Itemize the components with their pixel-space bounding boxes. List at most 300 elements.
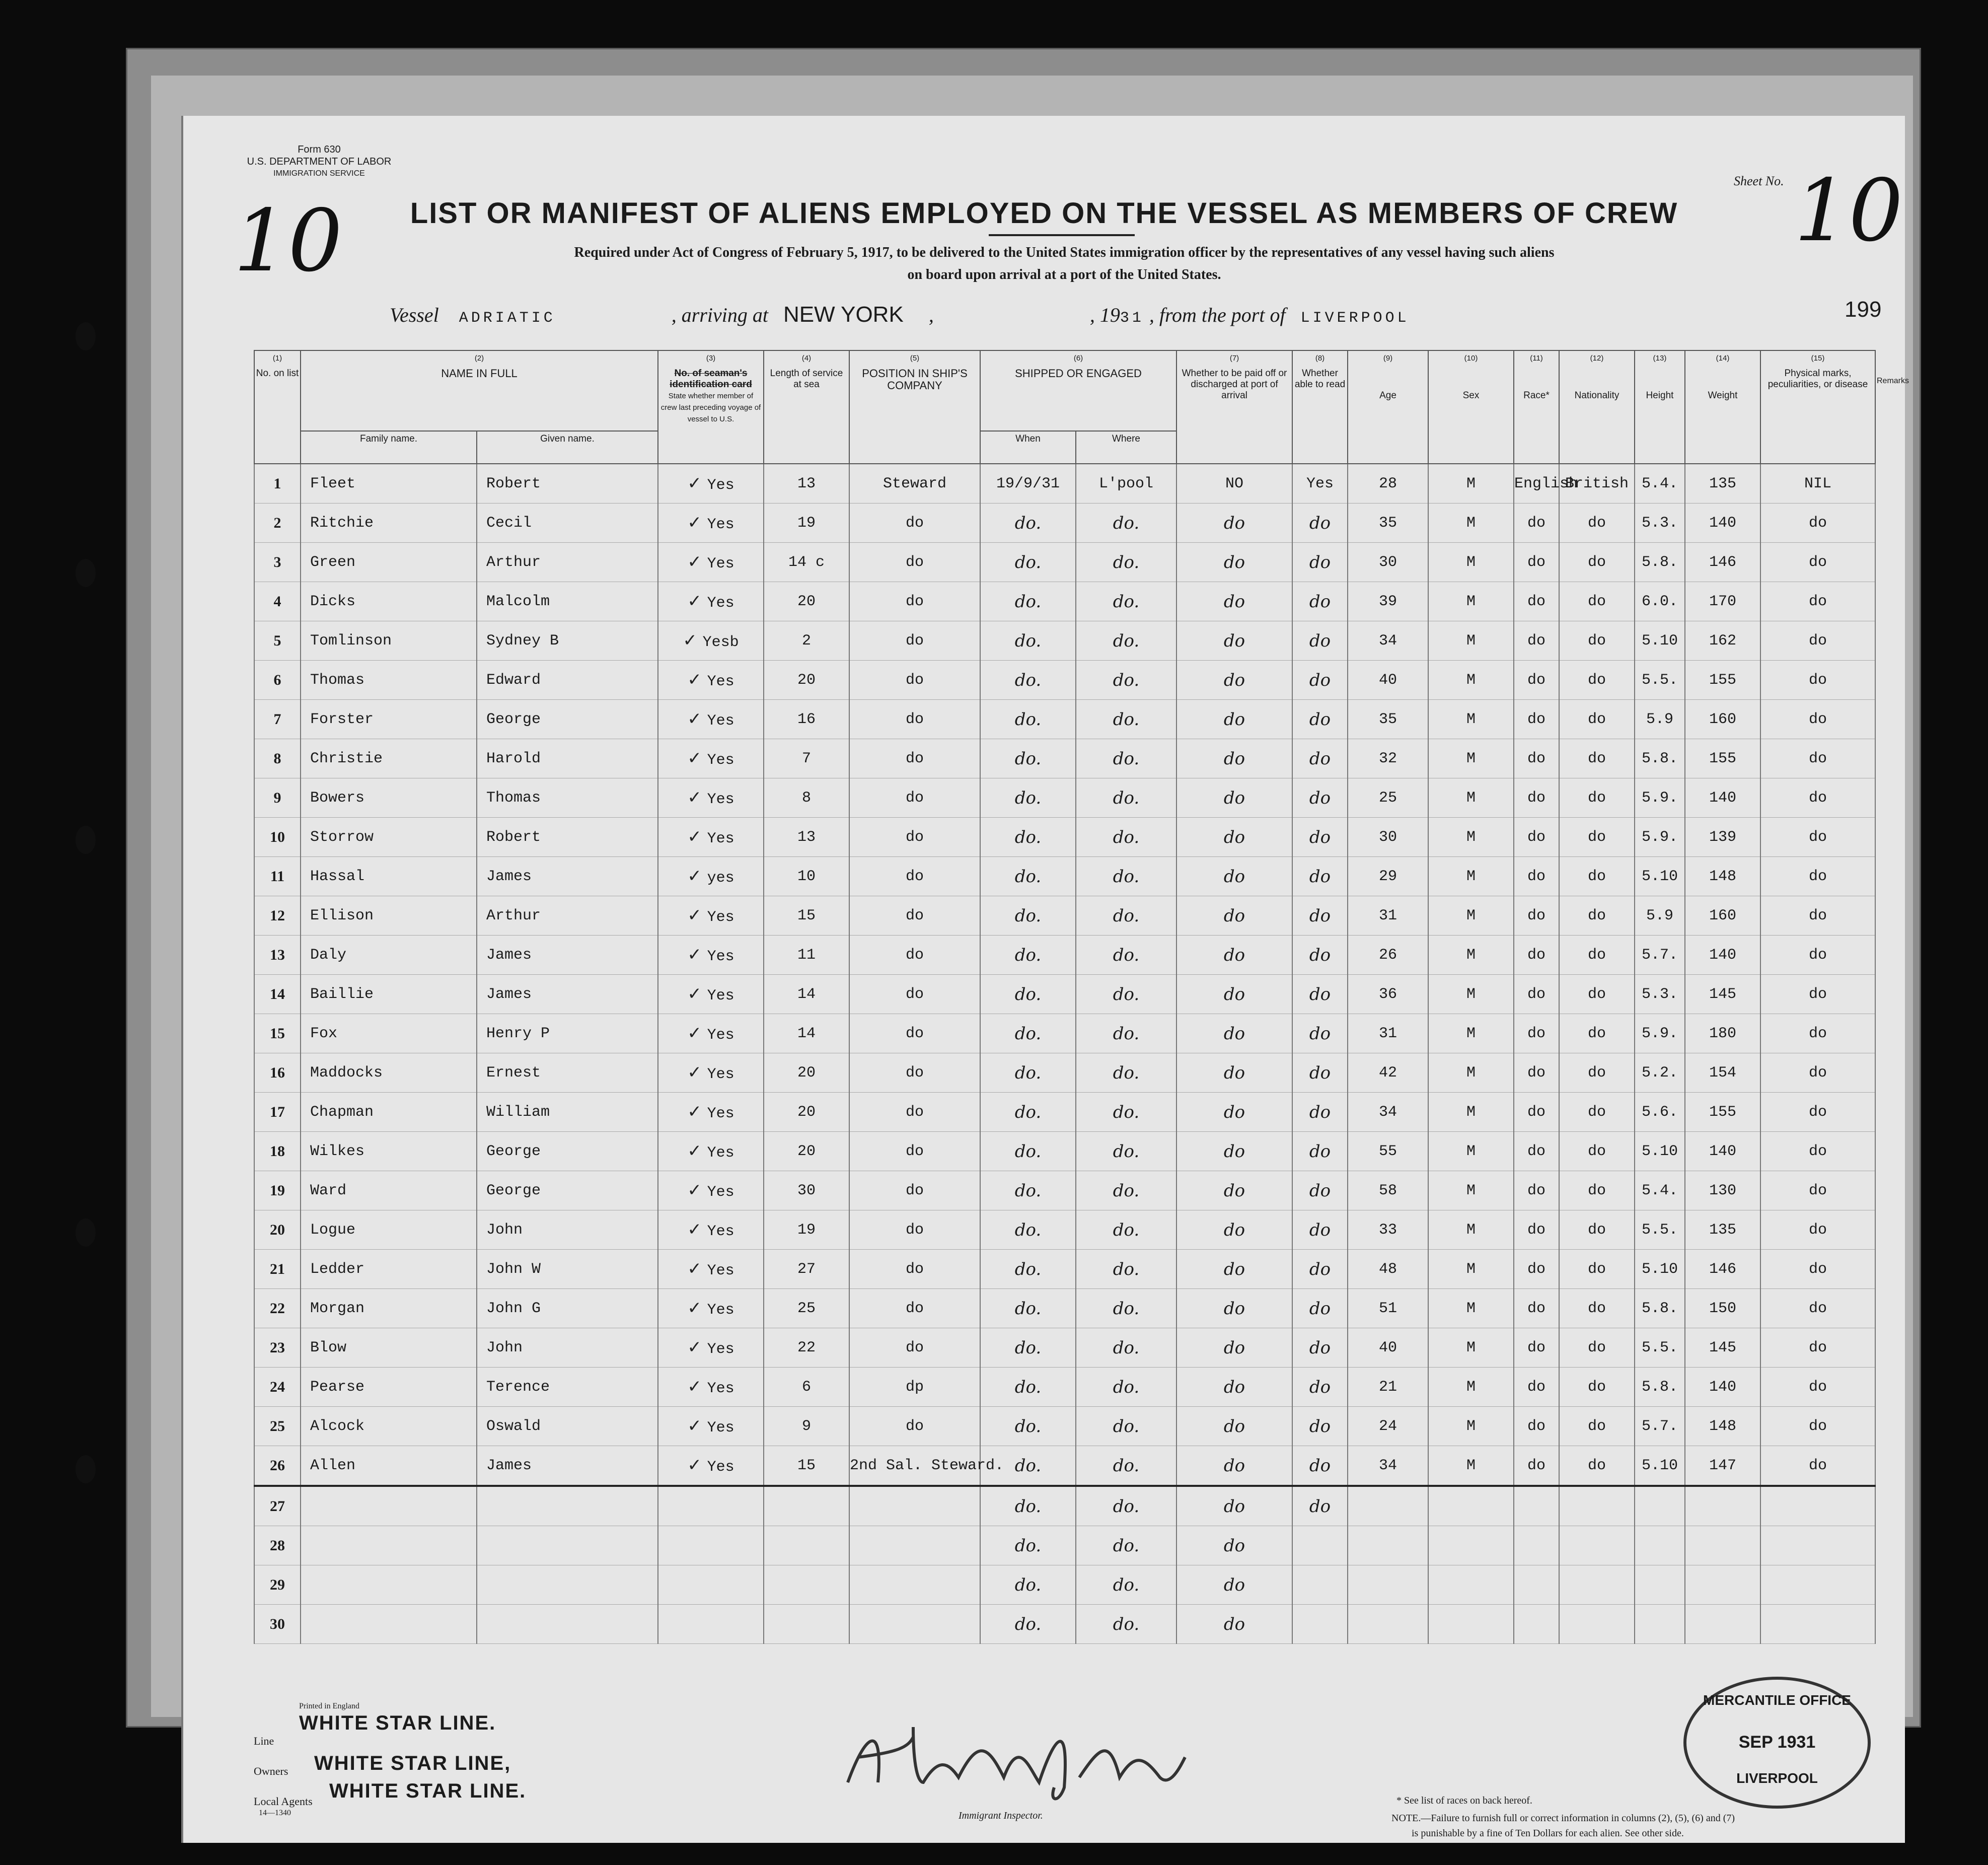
weight-cell: 140 [1685,778,1760,818]
blank-cell [1428,1605,1514,1644]
check-mark-icon: ✓ [687,1377,707,1397]
blank-cell [301,1565,477,1605]
given-name-cell: Malcolm [477,582,658,621]
row-number-cell: 24 [254,1368,301,1407]
physical-marks-cell: do [1760,1368,1875,1407]
blank-cell [764,1565,849,1605]
position-cell: do [849,1210,980,1250]
weight-cell: 146 [1685,1250,1760,1289]
title-rule [989,234,1135,236]
race-cell: do [1514,1407,1559,1446]
given-name-cell: Arthur [477,543,658,582]
physical-marks-cell: do [1760,1014,1875,1053]
owners-stamp: WHITE STAR LINE, [314,1752,511,1774]
given-name-cell: John [477,1328,658,1368]
crew-row [254,818,1875,857]
length-of-service-cell: 16 [764,700,849,739]
shipped-when-cell: do. [980,818,1076,857]
able-to-read-cell: do [1292,1289,1348,1328]
row-number-cell: 7 [254,700,301,739]
page-title: LIST OR MANIFEST OF ALIENS EMPLOYED ON THE VESSEL AS MEMBERS OF CREW [410,197,1678,230]
paid-off-cell: do [1176,936,1292,975]
race-cell: do [1514,1053,1559,1093]
crew-row [254,1250,1875,1289]
agents-stamp: WHITE STAR LINE. [329,1780,527,1802]
able-to-read-cell: do [1292,504,1348,543]
crew-rows [254,464,1875,1644]
age-cell: 34 [1348,621,1428,661]
shipped-when-cell: do. [980,1407,1076,1446]
sex-cell: M [1428,1171,1514,1210]
physical-marks-cell: do [1760,739,1875,778]
paid-off-cell: do [1176,1407,1292,1446]
race-cell: do [1514,896,1559,936]
agents-label: Local Agents [254,1795,313,1808]
given-name-cell: Thomas [477,778,658,818]
able-to-read-cell: do [1292,936,1348,975]
height-cell: 5.10 [1635,1132,1685,1171]
position-cell: do [849,818,980,857]
length-of-service-cell: 13 [764,818,849,857]
ditto-cell: do. [1076,1605,1176,1644]
sex-cell: M [1428,621,1514,661]
ditto-cell: do [1176,1486,1292,1526]
age-cell: 33 [1348,1210,1428,1250]
age-cell: 34 [1348,1093,1428,1132]
binder-hole [76,826,96,854]
crew-row [254,1014,1875,1053]
blank-cell [1685,1526,1760,1565]
physical-marks-cell: do [1760,1171,1875,1210]
family-name-cell: Ward [301,1171,477,1210]
race-cell: do [1514,1368,1559,1407]
row-number-cell: 16 [254,1053,301,1093]
weight-cell: 148 [1685,857,1760,896]
blank-cell [849,1565,980,1605]
length-of-service-cell: 14 [764,1014,849,1053]
race-cell: do [1514,739,1559,778]
previous-voyage-cell: ✓ Yes [658,1093,764,1132]
sex-cell: M [1428,1132,1514,1171]
able-to-read-cell: do [1292,857,1348,896]
length-of-service-cell: 9 [764,1407,849,1446]
shipped-where-cell: do. [1076,1289,1176,1328]
col-given-header: Given name. [477,431,658,464]
height-cell: 5.9 [1635,896,1685,936]
blank-cell [1760,1565,1875,1605]
given-name-cell: George [477,700,658,739]
given-name-cell: Robert [477,818,658,857]
length-of-service-cell: 20 [764,1053,849,1093]
crew-row [254,778,1875,818]
arriving-label: , arriving at [671,304,769,326]
nationality-cell: do [1559,936,1635,975]
shipped-where-cell: do. [1076,818,1176,857]
nationality-cell: British [1559,464,1635,504]
height-cell: 6.0. [1635,582,1685,621]
check-mark-icon: ✓ [687,513,707,533]
able-to-read-cell: do [1292,1250,1348,1289]
shipped-when-cell: do. [980,661,1076,700]
length-of-service-cell: 2 [764,621,849,661]
shipped-where-cell: L'pool [1076,464,1176,504]
given-name-cell: John G [477,1289,658,1328]
form-header [244,144,395,180]
height-cell: 5.10 [1635,621,1685,661]
previous-voyage-cell: ✓ Yesb [658,621,764,661]
previous-voyage-cell: ✓ Yes [658,1053,764,1093]
col-weight-header: (14) Weight [1685,350,1760,464]
blank-cell [1559,1486,1635,1526]
given-name-cell: Oswald [477,1407,658,1446]
blank-cell [1635,1526,1685,1565]
given-name-cell: John W [477,1250,658,1289]
row-number-cell: 28 [254,1526,301,1565]
blank-cell [1428,1526,1514,1565]
weight-cell: 154 [1685,1053,1760,1093]
age-cell: 24 [1348,1407,1428,1446]
check-mark-icon: ✓ [687,945,707,965]
sex-cell: M [1428,1407,1514,1446]
height-cell: 5.8. [1635,1289,1685,1328]
blank-cell [1514,1605,1559,1644]
blank-cell [658,1605,764,1644]
crew-row [254,1053,1875,1093]
nationality-cell: do [1559,1014,1635,1053]
shipped-where-cell: do. [1076,1014,1176,1053]
previous-voyage-cell: ✓ Yes [658,1132,764,1171]
crew-row [254,739,1875,778]
ditto-cell: do. [980,1526,1076,1565]
crew-row [254,464,1875,504]
previous-voyage-cell: ✓ Yes [658,778,764,818]
shipped-when-cell: 19/9/31 [980,464,1076,504]
previous-voyage-cell: ✓ Yes [658,1328,764,1368]
race-cell: do [1514,543,1559,582]
position-cell: do [849,1053,980,1093]
weight-cell: 140 [1685,936,1760,975]
owners-label: Owners [254,1765,288,1777]
shipped-when-cell: do. [980,975,1076,1014]
position-cell: do [849,936,980,975]
arriving-port: NEW YORK [783,302,904,327]
blank-cell [1760,1486,1875,1526]
blank-cell [1348,1486,1428,1526]
blank-cell [1635,1605,1685,1644]
previous-voyage-cell: ✓ Yes [658,896,764,936]
blank-cell [849,1605,980,1644]
shipped-where-cell: do. [1076,504,1176,543]
given-name-cell: George [477,1132,658,1171]
given-name-cell: Cecil [477,504,658,543]
sheet-number: 10 [1794,161,1903,261]
crew-row [254,1446,1875,1486]
nationality-cell: do [1559,1407,1635,1446]
shipped-where-cell: do. [1076,1407,1176,1446]
able-to-read-cell: do [1292,739,1348,778]
age-cell: 29 [1348,857,1428,896]
position-cell: do [849,896,980,936]
given-name-cell: Edward [477,661,658,700]
height-cell: 5.7. [1635,1407,1685,1446]
physical-marks-cell: NIL [1760,464,1875,504]
check-mark-icon: ✓ [687,1455,707,1475]
length-of-service-cell: 10 [764,857,849,896]
shipped-where-cell: do. [1076,1368,1176,1407]
shipped-when-cell: do. [980,1053,1076,1093]
page-number: 199 [1845,297,1882,322]
age-cell: 30 [1348,543,1428,582]
position-cell: do [849,661,980,700]
shipped-where-cell: do. [1076,543,1176,582]
physical-marks-cell: do [1760,543,1875,582]
crew-row [254,621,1875,661]
weight-cell: 170 [1685,582,1760,621]
length-of-service-cell: 15 [764,1446,849,1486]
weight-cell: 135 [1685,1210,1760,1250]
check-mark-icon: ✓ [687,1298,707,1318]
blank-cell [1559,1565,1635,1605]
family-name-cell: Allen [301,1446,477,1486]
comma: , [928,304,934,326]
length-of-service-cell: 15 [764,896,849,936]
previous-voyage-cell: ✓ Yes [658,464,764,504]
race-cell: do [1514,1014,1559,1053]
paid-off-cell: do [1176,504,1292,543]
blank-cell [764,1605,849,1644]
crew-row [254,1407,1875,1446]
position-cell: do [849,1328,980,1368]
able-to-read-cell: do [1292,700,1348,739]
paid-off-cell: do [1176,582,1292,621]
check-mark-icon: ✓ [687,1023,707,1043]
sex-cell: M [1428,464,1514,504]
nationality-cell: do [1559,1328,1635,1368]
given-name-cell: James [477,857,658,896]
check-mark-icon: ✓ [687,1102,707,1122]
subtitle-line-1: Required under Act of Congress of February 5, 1917, to be delivered to the United States immigration officer by the representatives of any vessel having such aliens [574,245,1555,260]
given-name-cell: Arthur [477,896,658,936]
position-cell: do [849,778,980,818]
binder-hole [76,1455,96,1483]
shipped-where-cell: do. [1076,1093,1176,1132]
shipped-where-cell: do. [1076,1328,1176,1368]
races-note: * See list of races on back hereof. [1396,1795,1532,1806]
sex-cell: M [1428,818,1514,857]
previous-voyage-cell: ✓ Yes [658,975,764,1014]
blank-cell [477,1565,658,1605]
age-cell: 30 [1348,818,1428,857]
paid-off-cell: do [1176,700,1292,739]
height-cell: 5.10 [1635,1446,1685,1486]
height-cell: 5.5. [1635,1210,1685,1250]
blank-cell [477,1605,658,1644]
paid-off-cell: do [1176,1171,1292,1210]
row-number-cell: 15 [254,1014,301,1053]
ditto-cell: do. [980,1565,1076,1605]
race-cell: do [1514,1210,1559,1250]
year-prefix: , 19 [1089,304,1120,326]
race-cell: do [1514,778,1559,818]
physical-marks-cell: do [1760,1210,1875,1250]
row-number-cell: 25 [254,1407,301,1446]
col-service-header: (4) Length of service at sea [764,350,849,464]
paid-off-cell: do [1176,778,1292,818]
age-cell: 36 [1348,975,1428,1014]
race-cell: do [1514,621,1559,661]
sex-cell: M [1428,543,1514,582]
length-of-service-cell: 19 [764,504,849,543]
race-cell: do [1514,1446,1559,1486]
previous-voyage-cell: ✓ Yes [658,1250,764,1289]
shipped-when-cell: do. [980,1132,1076,1171]
weight-cell: 180 [1685,1014,1760,1053]
row-number-cell: 8 [254,739,301,778]
previous-voyage-cell: ✓ Yes [658,1210,764,1250]
race-cell: do [1514,700,1559,739]
col-paid-header: (7) Whether to be paid off or discharged at port of arrival [1176,350,1292,464]
sex-cell: M [1428,1093,1514,1132]
weight-cell: 139 [1685,818,1760,857]
nationality-cell: do [1559,504,1635,543]
weight-cell: 145 [1685,975,1760,1014]
row-number-cell: 23 [254,1328,301,1368]
given-name-cell: George [477,1171,658,1210]
previous-voyage-cell: ✓ Yes [658,1407,764,1446]
blank-cell [764,1486,849,1526]
nationality-cell: do [1559,700,1635,739]
shipped-when-cell: do. [980,582,1076,621]
physical-marks-cell: do [1760,700,1875,739]
vessel-line [390,302,1410,327]
row-number-cell: 4 [254,582,301,621]
physical-marks-cell: do [1760,1250,1875,1289]
row-number-cell: 22 [254,1289,301,1328]
able-to-read-cell: do [1292,1368,1348,1407]
crew-row [254,1368,1875,1407]
blank-cell [849,1526,980,1565]
blank-cell [1514,1486,1559,1526]
col-position-header: (5) POSITION IN SHIP'S COMPANY [849,350,980,464]
shipped-when-cell: do. [980,504,1076,543]
weight-cell: 140 [1685,504,1760,543]
position-cell: do [849,1171,980,1210]
col-height-header: (13) Height [1635,350,1685,464]
binder-hole [76,1218,96,1247]
row-number-cell: 11 [254,857,301,896]
subtitle-line-2: on board upon arrival at a port of the United States. [907,267,1221,282]
position-cell: do [849,857,980,896]
height-cell: 5.4. [1635,464,1685,504]
col-age-header: (9) Age [1348,350,1428,464]
height-cell: 5.8. [1635,543,1685,582]
nationality-cell: do [1559,975,1635,1014]
age-cell: 35 [1348,504,1428,543]
age-cell: 42 [1348,1053,1428,1093]
age-cell: 34 [1348,1446,1428,1486]
previous-voyage-cell: ✓ Yes [658,1446,764,1486]
height-cell: 5.4. [1635,1171,1685,1210]
line-stamp: WHITE STAR LINE. [299,1712,496,1734]
physical-marks-cell: do [1760,1053,1875,1093]
crew-row [254,700,1875,739]
paid-off-cell: do [1176,1014,1292,1053]
check-mark-icon: ✓ [687,1259,707,1279]
sex-cell: M [1428,1368,1514,1407]
crew-row [254,1093,1875,1132]
crew-row [254,661,1875,700]
family-name-cell: Baillie [301,975,477,1014]
shipped-when-cell: do. [980,543,1076,582]
given-name-cell: Ernest [477,1053,658,1093]
row-number-cell: 27 [254,1486,301,1526]
sex-cell: M [1428,936,1514,975]
race-cell: do [1514,1328,1559,1368]
previous-voyage-cell: ✓ Yes [658,504,764,543]
family-name-cell: Fox [301,1014,477,1053]
height-cell: 5.2. [1635,1053,1685,1093]
crew-row [254,1328,1875,1368]
weight-cell: 147 [1685,1446,1760,1486]
length-of-service-cell: 8 [764,778,849,818]
shipped-where-cell: do. [1076,1053,1176,1093]
row-number-cell: 19 [254,1171,301,1210]
paid-off-cell: do [1176,1053,1292,1093]
family-name-cell: Thomas [301,661,477,700]
height-cell: 5.10 [1635,857,1685,896]
previous-voyage-cell: ✓ Yes [658,739,764,778]
shipped-when-cell: do. [980,1093,1076,1132]
blank-cell [1685,1565,1760,1605]
check-mark-icon: ✓ [687,1062,707,1083]
row-number-cell: 26 [254,1446,301,1486]
nationality-cell: do [1559,1132,1635,1171]
previous-voyage-cell: ✓ Yes [658,661,764,700]
row-number-cell: 2 [254,504,301,543]
row-number-cell: 6 [254,661,301,700]
service: IMMIGRATION SERVICE [273,169,365,178]
weight-cell: 162 [1685,621,1760,661]
shipped-when-cell: do. [980,1210,1076,1250]
weight-cell: 145 [1685,1328,1760,1368]
shipped-when-cell: do. [980,857,1076,896]
position-cell: do [849,1093,980,1132]
race-cell: do [1514,1171,1559,1210]
blank-cell [1348,1526,1428,1565]
penalty-note: NOTE.—Failure to furnish full or correct information in columns (2), (5), (6) and (7) [1391,1813,1735,1824]
manifest-page [181,116,1909,1843]
row-number-cell: 20 [254,1210,301,1250]
blank-cell [1685,1486,1760,1526]
height-cell: 5.10 [1635,1250,1685,1289]
physical-marks-cell: do [1760,1132,1875,1171]
family-name-cell: Storrow [301,818,477,857]
row-number-cell: 13 [254,936,301,975]
check-mark-icon: ✓ [687,1416,707,1436]
inspector-signature [838,1707,1190,1808]
paid-off-cell: do [1176,1328,1292,1368]
age-cell: 25 [1348,778,1428,818]
able-to-read-cell: do [1292,975,1348,1014]
family-name-cell: Wilkes [301,1132,477,1171]
sex-cell: M [1428,975,1514,1014]
length-of-service-cell: 30 [764,1171,849,1210]
weight-cell: 130 [1685,1171,1760,1210]
physical-marks-cell: do [1760,1446,1875,1486]
sex-cell: M [1428,896,1514,936]
blank-cell [1685,1605,1760,1644]
stamp-bottom-text: LIVERPOOL [1736,1770,1818,1786]
